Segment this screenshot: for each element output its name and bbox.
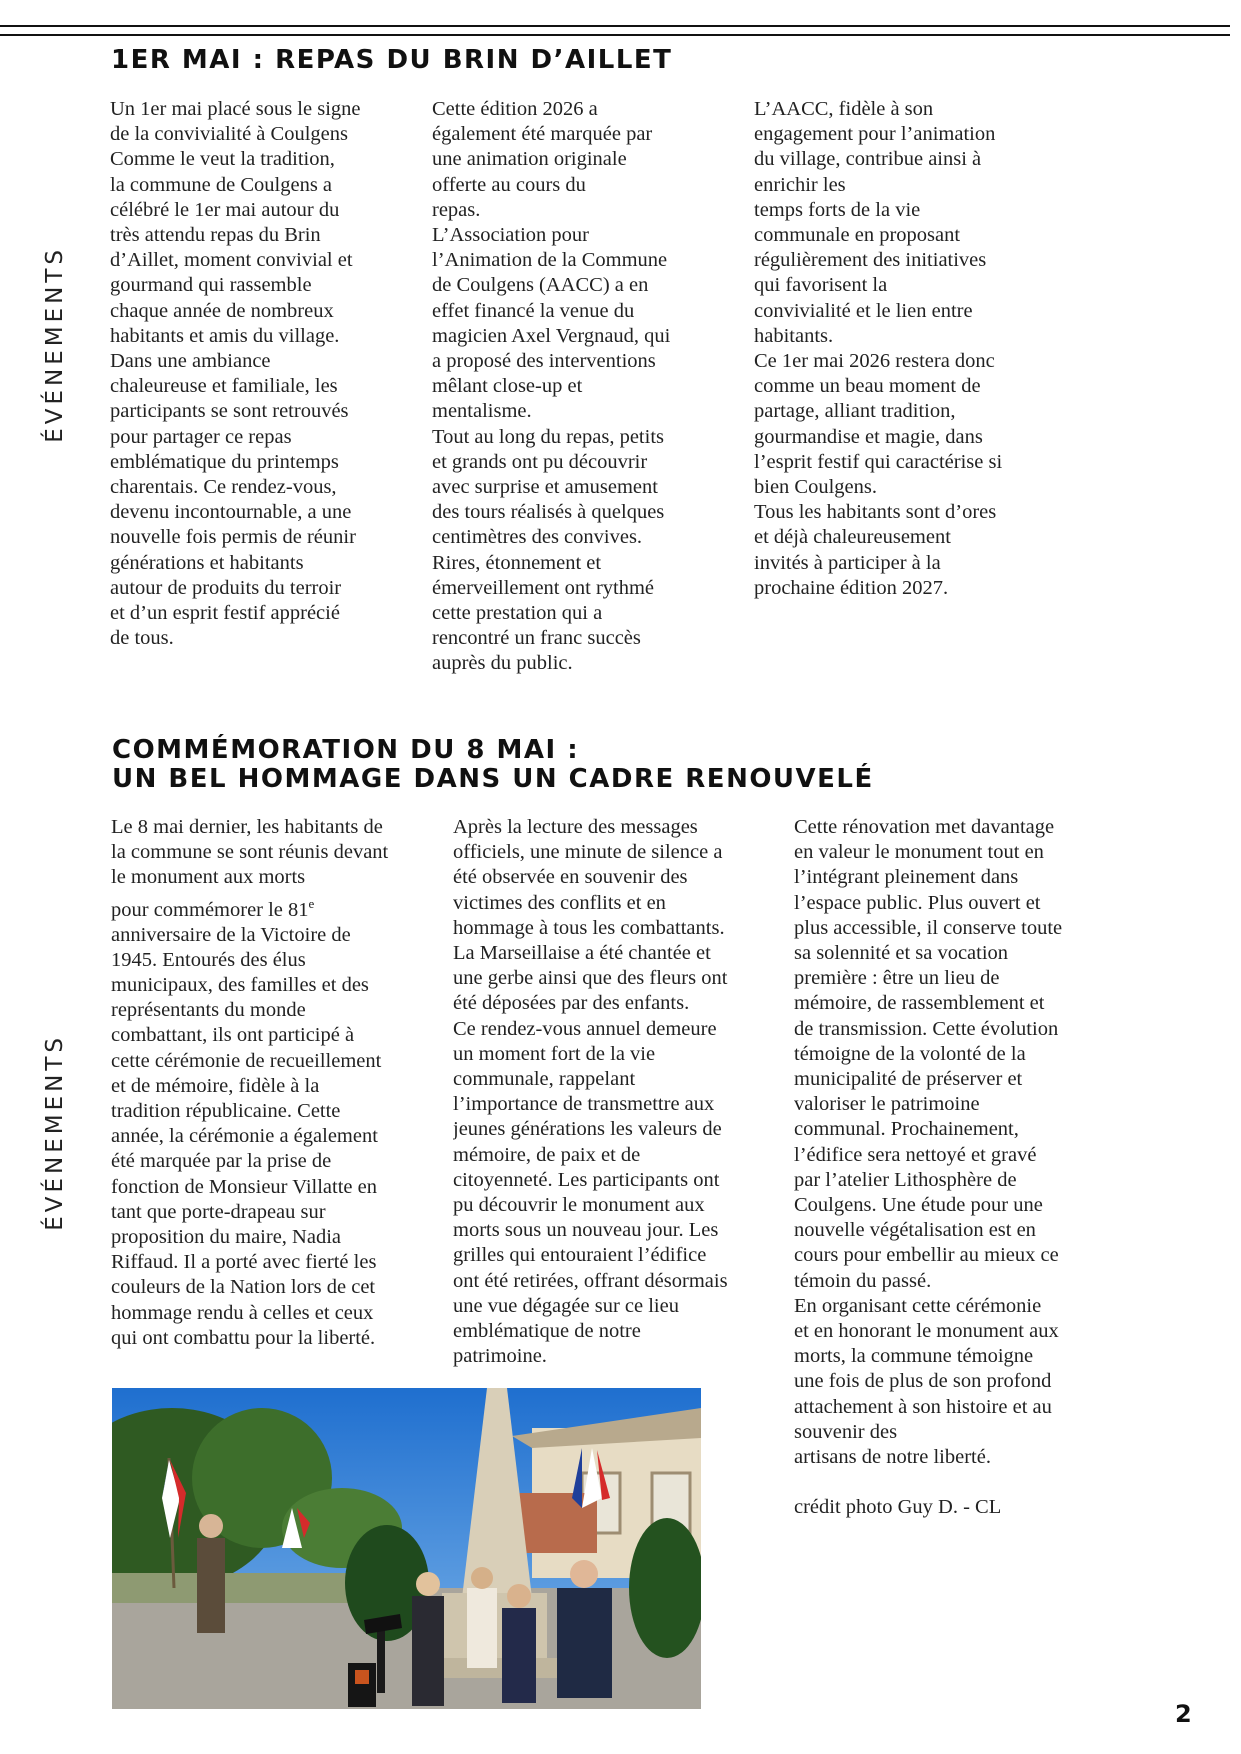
article2-col1 bbox=[111, 815, 441, 1351]
article2-title-line1: COMMÉMORATION DU 8 MAI : bbox=[112, 735, 580, 765]
article1-title: 1ER MAI : REPAS DU BRIN D’AILLET bbox=[111, 45, 673, 75]
page-number: 2 bbox=[1175, 1700, 1192, 1728]
article2-col3-text: Cette rénovation met davantage en valeur le monument tout en l’intégrant pleinement dans l’espace public. Plus ouvert et plus accessible, il conserve toute sa solennité et sa vocation première : être un lieu de mémoire, de rassemblement et de transmission. Cette évolution témoigne de la volonté de la municipalité de préserver et valoriser le patrimoine communal. Prochainement, l’édifice sera nettoyé et gravé par l’atelier Lithosphère de Coulgens. Une étude pour une nouvelle végétalisation est en cours pour embellir au mieux ce témoin du passé. En organisant cette cérémonie et en honorant le monument aux morts, la commune témoigne une fois de plus de son profond attachement à son histoire et au souvenir des artisans de notre liberté. bbox=[794, 816, 1063, 1469]
article1-col3: L’AACC, fidèle à son engagement pour l’animation du village, contribue ainsi à enrichir les temps forts de la vie communale en proposant régulièrement des initiatives qui favorisent la convivialité et le lien entre habitants. Ce 1er mai 2026 restera donc comme un beau moment de partage, alliant tradition, gourmandise et magie, dans l’esprit festif qui caractérise si bien Coulgens. Tous les habitants sont d’ores et déjà chaleureusement invités à participer à la prochaine édition 2027. bbox=[754, 98, 1003, 599]
article2-col2: Après la lecture des messages officiels, une minute de silence a été observée en souvenir des victimes des conflits et en hommage à tous les combattants. La Marseillaise a été chantée et une gerbe ainsi que des fleurs ont été déposées par des enfants. Ce rendez-vous annuel demeure un moment fort de la vie communale, rappelant l’importance de transmettre aux jeunes générations les valeurs de mémoire, de paix et de citoyenneté. Les participants ont pu découvrir le monument aux morts sous un nouveau jour. Les grilles qui entouraient l’édifice ont été retirées, offrant désormais une vue dégagée sur ce lieu emblématique de notre patrimoine. bbox=[453, 816, 728, 1368]
article2-col3 bbox=[794, 815, 1124, 1521]
article2-col1-part1: Le 8 mai dernier, les habitants de la commune se sont réunis devant le monument aux morts pour commémorer le 81 bbox=[111, 816, 389, 921]
ceremony-photo bbox=[112, 1388, 701, 1709]
section-label-bottom: ÉVÉNEMENTS bbox=[42, 1034, 68, 1231]
section-label-top: ÉVÉNEMENTS bbox=[42, 246, 68, 443]
top-rule-1 bbox=[0, 25, 1230, 27]
article1-col2: Cette édition 2026 a également été marquée par une animation originale offerte au cours du repas. L’Association pour l’Animation de la Commune de Coulgens (AACC) a en effet financé la venue du magicien Axel Vergnaud, qui a proposé des interventions mêlant close-up et mentalisme. Tout au long du repas, petits et grands ont pu découvrir avec surprise et amusement des tours réalisés à quelques centimètres des convives. Rires, étonnement et émerveillement ont rythmé cette prestation qui a rencontré un franc succès auprès du public. bbox=[432, 98, 671, 675]
article1-col1: Un 1er mai placé sous le signe de la convivialité à Coulgens Comme le veut la tradition, la commune de Coulgens a célébré le 1er mai autour du très attendu repas du Brin d’Aillet, moment convivial et gourmand qui rassemble chaque année de nombreux habitants et amis du village. Dans une ambiance chaleureuse et familiale, les participants se sont retrouvés pour partager ce repas emblématique du printemps charentais. Ce rendez-vous, devenu incontournable, a une nouvelle fois permis de réunir générations et habitants autour de produits du terroir et d’un esprit festif apprécié de tous. bbox=[110, 98, 361, 650]
photo-credit: crédit photo Guy D. - CL bbox=[794, 1496, 1002, 1519]
article2-title-line2: UN BEL HOMMAGE DANS UN CADRE RENOUVELÉ bbox=[112, 764, 874, 794]
ordinal-superscript: e bbox=[308, 895, 315, 911]
article2-col1-part2: anniversaire de la Victoire de 1945. Entourés des élus municipaux, des familles et des représentants du monde combattant, ils ont participé à cette cérémonie de recueillement et de mémoire, fidèle à la tradition républicaine. Cette année, la cérémonie a également été marquée par la prise de fonction de Monsieur Villatte en tant que porte-drapeau sur proposition du maire, Nadia Riffaud. Il a porté avec fierté les couleurs de la Nation lors de cet hommage rendu à celles et ceux qui ont combattu pour la liberté. bbox=[111, 923, 382, 1349]
top-rule-2 bbox=[0, 34, 1230, 36]
